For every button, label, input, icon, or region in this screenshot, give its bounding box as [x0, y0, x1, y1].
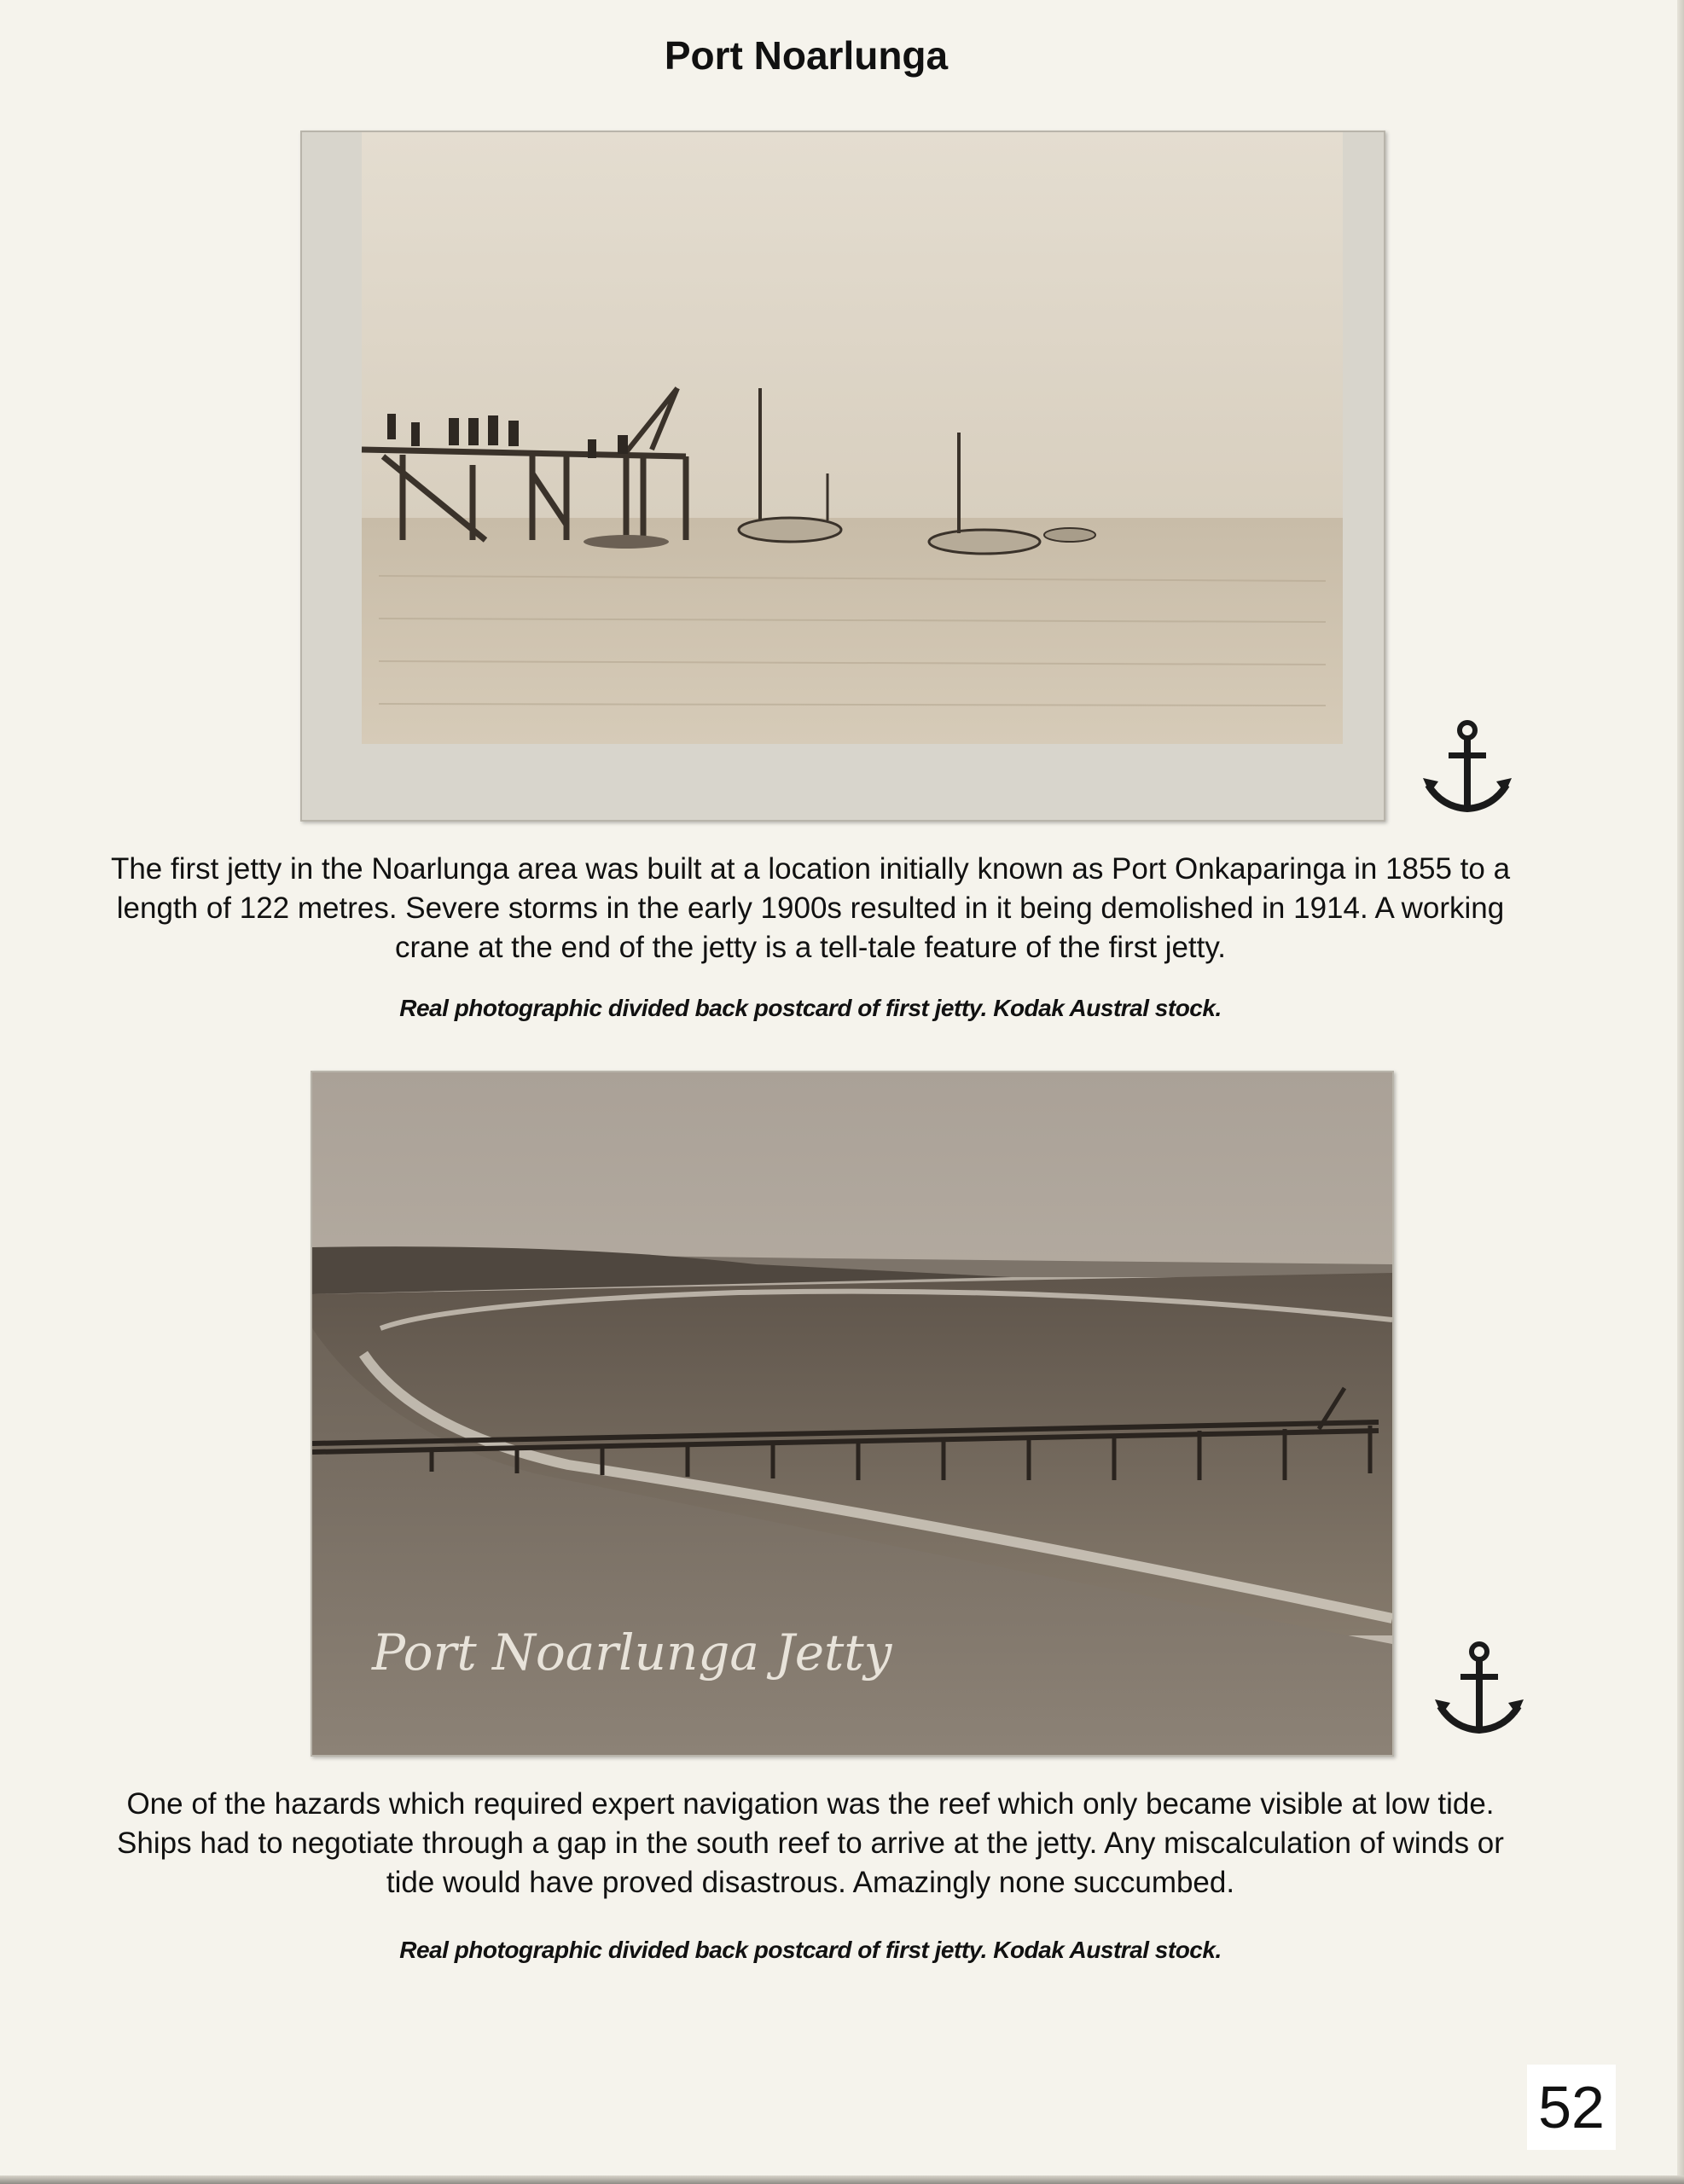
page-title: Port Noarlunga	[664, 33, 949, 78]
postcard-description: The first jetty in the Noarlunga area was built at a location initially known as Port Onkaparinga in 1855 to a length of 122 metres. Severe storms in the early 1900s resulted in it being demolished in 1914. A working crane at the end of the jetty is a tell-tale feature of the first jetty.	[110, 852, 1511, 964]
page-edge	[1677, 0, 1684, 2184]
postcard-photo-port-noarlunga-jetty	[311, 1071, 1394, 1757]
anchor-icon	[1423, 718, 1512, 816]
postcard-caption: Real photographic divided back postcard of first jetty. Kodak Austral stock.	[399, 1937, 1222, 1963]
page-edge	[0, 2175, 1684, 2184]
postcard-caption: Real photographic divided back postcard of first jetty. Kodak Austral stock.	[399, 995, 1222, 1021]
postcard-photo-first-jetty	[300, 131, 1385, 822]
photo-inscription: Port Noarlunga Jetty	[372, 1623, 892, 1682]
page-number: 52	[1527, 2065, 1616, 2150]
anchor-icon	[1435, 1640, 1524, 1738]
postcard-description: One of the hazards which required expert navigation was the reef which only became visible at low tide. Ships had to negotiate through a gap in the south reef to arrive at the jetty. Any miscalculation of winds or tide would have proved disastrous. Amazingly none succumbed.	[117, 1787, 1504, 1899]
